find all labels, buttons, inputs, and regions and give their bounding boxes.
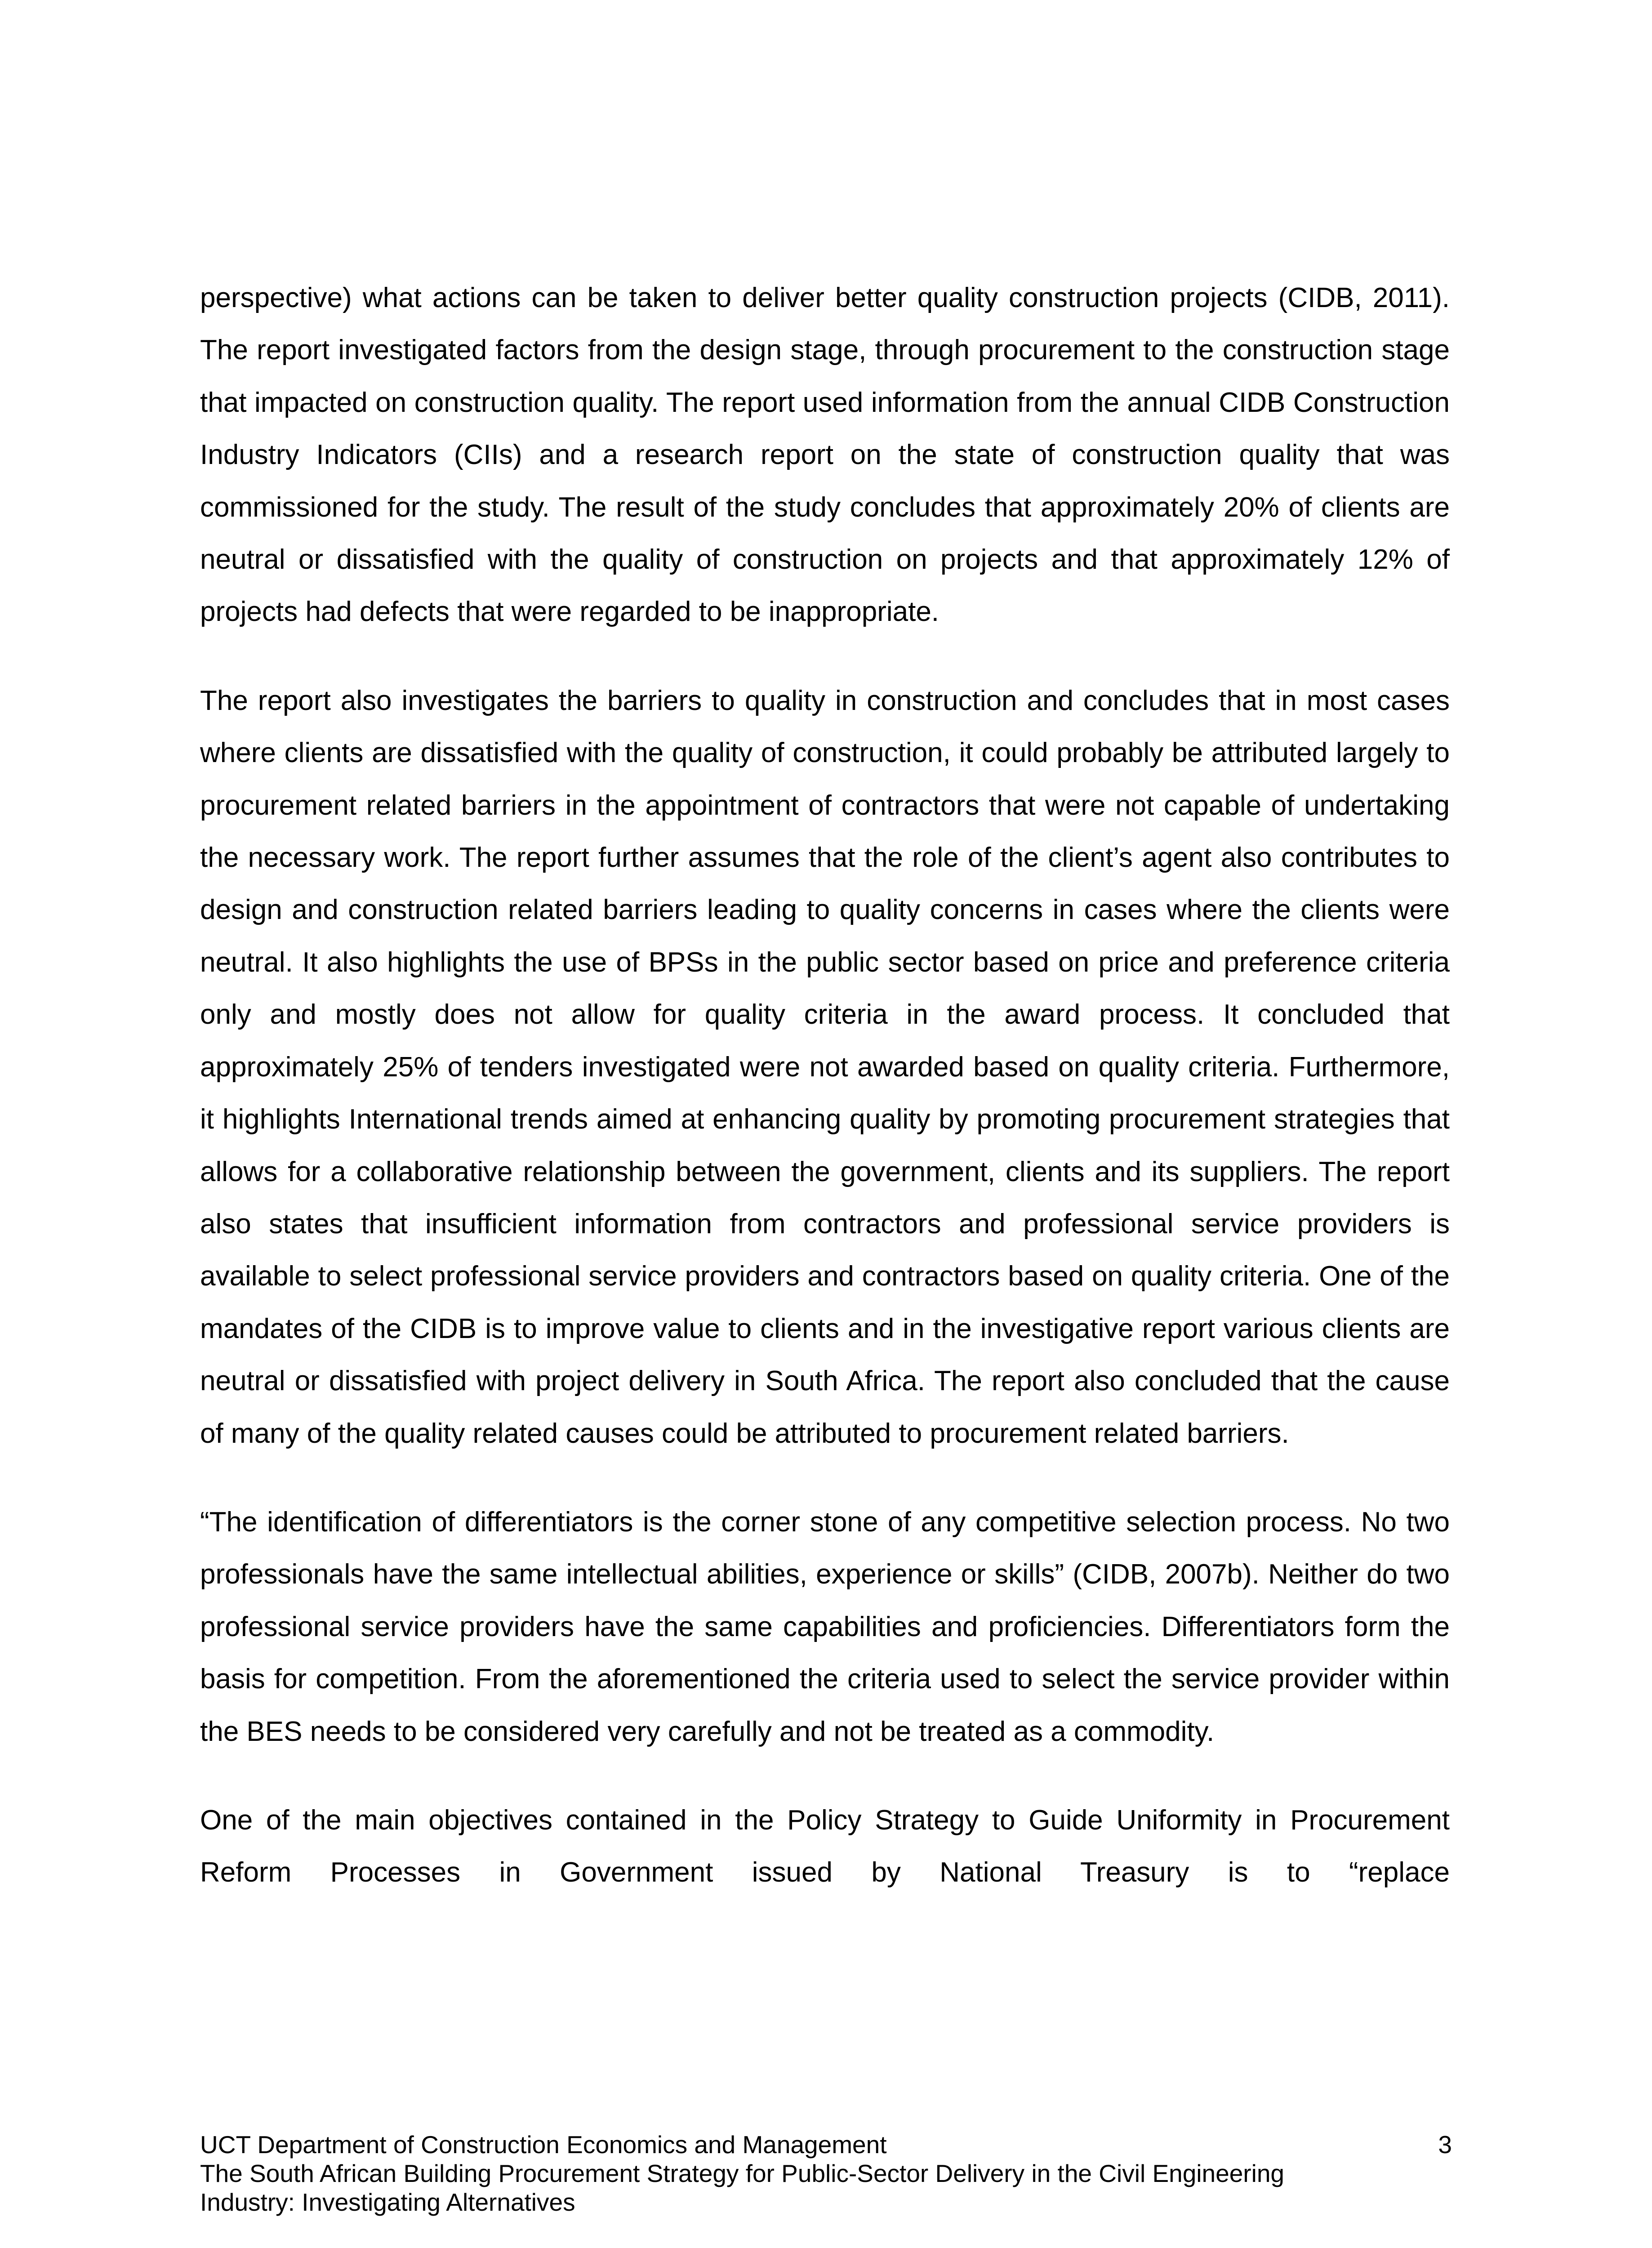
page-footer — [200, 2130, 1452, 2217]
footer-department: UCT Department of Construction Economics and Management — [200, 2131, 887, 2159]
footer-title-line-2: Industry: Investigating Alternatives — [200, 2188, 575, 2216]
paragraph-2: The report also investigates the barriers to quality in construction and concludes that in most cases where clients are dissatisfied with the quality of construction, it could probably be attributed largely to procurement related barriers in the appointment of contractors that were not capable of undertaking the necessary work. The report further assumes that the role of the client’s agent also contributes to design and construction related barriers leading to quality concerns in cases where the clients were neutral. It also highlights the use of BPSs in the public sector based on price and preference criteria only and mostly does not allow for quality criteria in the award process. It concluded that approximately 25% of tenders investigated were not awarded based on quality criteria. Furthermore, it highlights International trends aimed at enhancing quality by promoting procurement strategies that allows for a collaborative relationship between the government, clients and its suppliers. The report also states that insufficient information from contractors and professional service providers is available to select professional service providers and contractors based on quality criteria. One of the mandates of the CIDB is to improve value to clients and in the investigative report various clients are neutral or dissatisfied with project delivery in South Africa. The report also concluded that the cause of many of the quality related causes could be attributed to procurement related barriers. — [200, 685, 1450, 1449]
paragraph-1: perspective) what actions can be taken to deliver better quality construction projects (CIDB, 2011). The report investigated factors from the design stage, through procurement to the construction stage that impacted on construction quality. The report used information from the annual CIDB Construction Industry Indicators (CIIs) and a research report on the state of construction quality that was commissioned for the study. The result of the study concludes that approximately 20% of clients are neutral or dissatisfied with the quality of construction on projects and that approximately 12% of projects had defects that were regarded to be inappropriate. — [200, 282, 1450, 628]
body-text — [200, 272, 1450, 1936]
paragraph-4: One of the main objectives contained in the Policy Strategy to Guide Uniformity in Procurement Reform Processes in Government issued by National Treasury is to “replace — [200, 1804, 1450, 1888]
footer-top-row — [200, 2130, 1452, 2159]
footer-title-line-1: The South African Building Procurement Strategy for Public-Sector Delivery in the Civil Engineering — [200, 2159, 1284, 2187]
paragraph-3: “The identification of differentiators is the corner stone of any competitive selection process. No two professionals have the same intellectual abilities, experience or skills” (CIDB, 2007b). Neither do two professional service providers have the same capabilities and proficiencies. Differentiators form the basis for competition. From the aforementioned the criteria used to select the service provider within the BES needs to be considered very carefully and not be treated as a commodity. — [200, 1506, 1450, 1747]
page-number: 3 — [1438, 2131, 1452, 2159]
